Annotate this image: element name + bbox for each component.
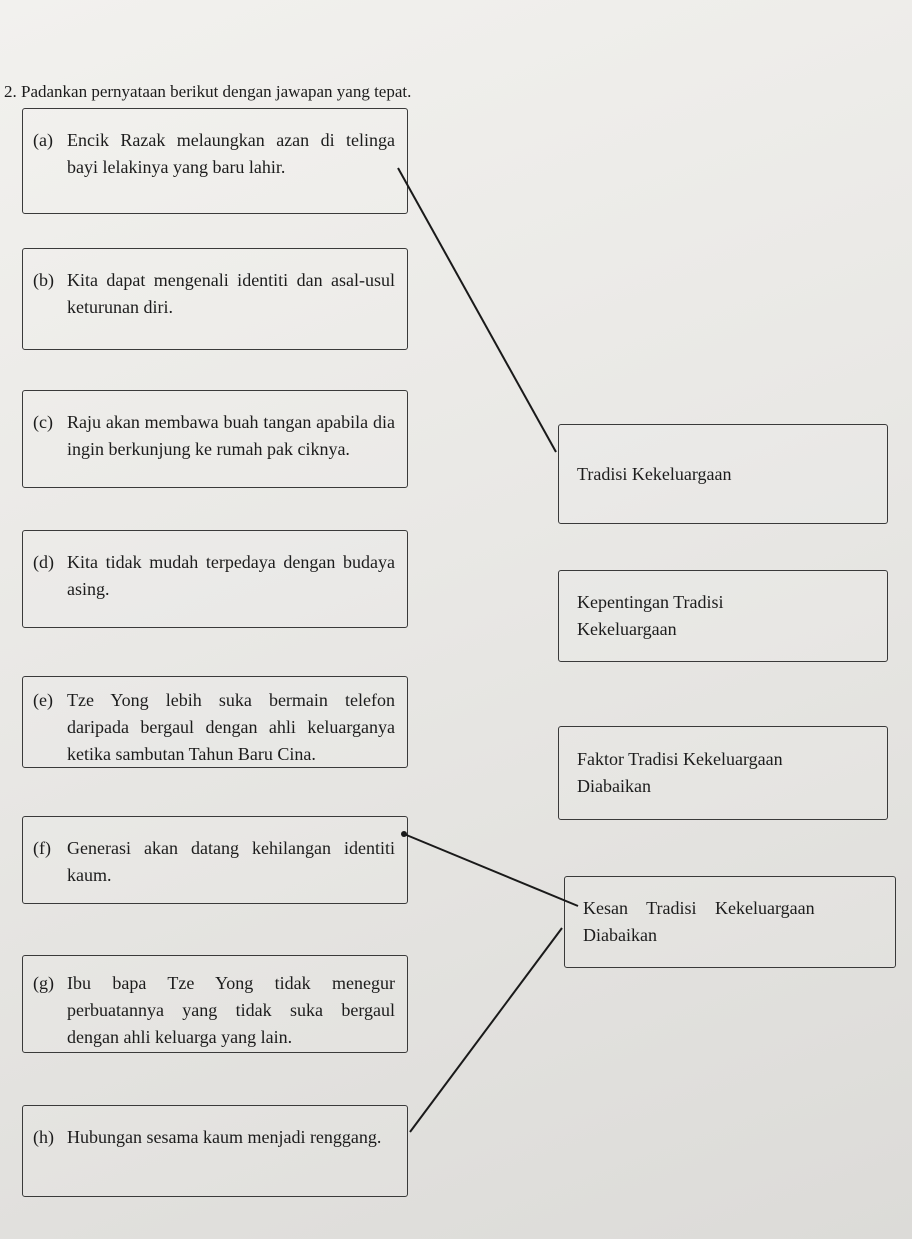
statement-label: (a) [33,130,53,150]
statement-text: Kita dapat mengenali identiti dan asal-usul keturunan diri. [67,270,395,317]
answer-text: Faktor Tradisi Kekeluargaan Diabaikan [577,749,783,796]
statement-box-g[interactable] [22,955,408,1053]
answer-text: Kesan Tradisi Kekeluargaan Diabaikan [583,898,815,945]
statement-box-f[interactable] [22,816,408,904]
statement-box-c[interactable] [22,390,408,488]
statement-text: Raju akan membawa buah tangan apabila dia ingin berkunjung ke rumah pak ciknya. [67,412,395,459]
statement-label: (d) [33,552,54,572]
statement-text: Tze Yong lebih suka bermain telefon daripada bergaul dengan ahli keluarganya ketika sambutan Tahun Baru Cina. [67,690,395,764]
statement-text: Hubungan sesama kaum menjadi renggang. [67,1127,382,1147]
statement-label: (h) [33,1127,54,1147]
answer-box-tradisi[interactable] [558,424,888,524]
statement-box-a[interactable] [22,108,408,214]
statement-label: (e) [33,690,53,710]
statement-text: Encik Razak melaungkan azan di telinga bayi lelakinya yang baru lahir. [67,130,395,177]
answer-box-kesan[interactable] [564,876,896,968]
statement-text: Ibu bapa Tze Yong tidak menegur perbuatannya yang tidak suka bergaul dengan ahli keluarga yang lain. [67,973,395,1047]
statement-label: (c) [33,412,53,432]
answer-text: Kepentingan Tradisi Kekeluargaan [577,592,724,639]
statement-box-b[interactable] [22,248,408,350]
statement-box-h[interactable] [22,1105,408,1197]
statement-label: (g) [33,973,54,993]
statement-box-e[interactable] [22,676,408,768]
statement-box-d[interactable] [22,530,408,628]
match-line-a [398,168,556,452]
question-title: 2. Padankan pernyataan berikut dengan jawapan yang tepat. [4,82,412,101]
statement-text: Generasi akan datang kehilangan identiti kaum. [67,838,395,885]
answer-box-faktor[interactable] [558,726,888,820]
match-line-f [404,834,578,906]
statement-text: Kita tidak mudah terpedaya dengan budaya asing. [67,552,395,599]
answer-box-kepentingan[interactable] [558,570,888,662]
statement-label: (b) [33,270,54,290]
answer-text: Tradisi Kekeluargaan [577,463,732,484]
statement-label: (f) [33,838,51,858]
match-line-h [410,928,562,1132]
